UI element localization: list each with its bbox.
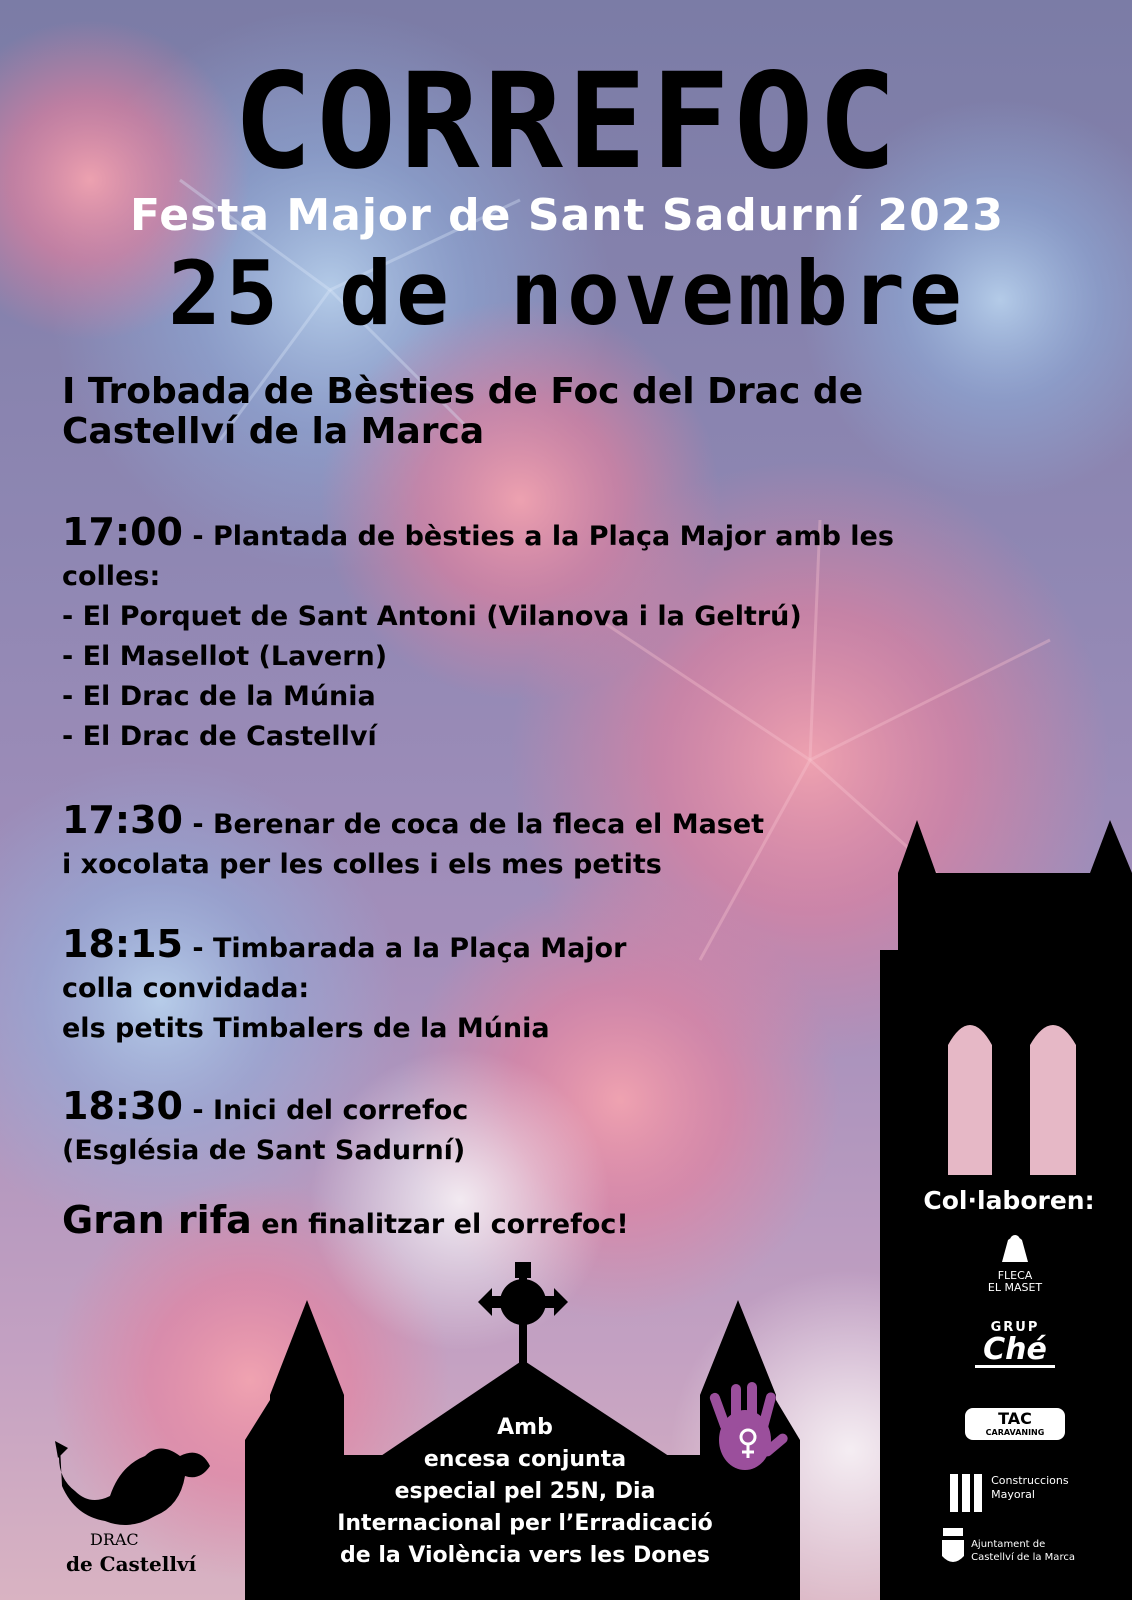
schedule-time: 17:00 <box>62 510 183 554</box>
grup-che-logo <box>975 1320 1055 1368</box>
amb-line: encesa conjunta <box>423 1447 627 1472</box>
amb-line: Amb <box>497 1415 553 1440</box>
schedule-line: - Timbarada a la Plaça Major <box>192 933 627 964</box>
raffle-highlight: Gran rifa <box>62 1198 252 1242</box>
sponsor-text: Construccions <box>991 1474 1069 1487</box>
amb-note <box>310 1412 740 1572</box>
sponsor-text: CARAVANING <box>985 1428 1045 1437</box>
amb-line: de la Violència vers les Dones <box>339 1543 710 1568</box>
event-date: 25 de novembre <box>168 242 966 345</box>
ajuntament-logo <box>940 1528 1090 1568</box>
poster-title: CORREFOC <box>233 45 901 199</box>
heading-line: Castellví de la Marca <box>62 411 485 452</box>
sponsor-text: GRUP <box>990 1320 1040 1335</box>
sponsor-text: EL MASET <box>987 1281 1043 1294</box>
schedule-item <box>62 924 1062 1049</box>
schedule-time: 18:30 <box>62 1084 183 1128</box>
raffle-text: en finalitzar el correfoc! <box>251 1209 629 1240</box>
sponsor-text: Ché <box>975 1335 1055 1368</box>
schedule-line: - Inici del correfoc <box>192 1095 469 1126</box>
schedule-line: - El Drac de Castellví <box>62 721 377 752</box>
fleca-el-maset-logo <box>985 1232 1045 1294</box>
amb-line: especial pel 25N, Dia <box>394 1479 656 1504</box>
poster-subtitle: Festa Major de Sant Sadurní 2023 <box>130 190 1004 241</box>
schedule-line: - El Drac de la Múnia <box>62 681 376 712</box>
tac-caravaning-logo <box>965 1408 1065 1448</box>
schedule-line: i xocolata per les colles i els mes petits <box>62 849 662 880</box>
bread-icon <box>998 1232 1032 1266</box>
sponsor-text: Mayoral <box>991 1488 1035 1501</box>
schedule-time: 17:30 <box>62 798 183 842</box>
schedule-line: colla convidada: <box>62 973 310 1004</box>
sponsor-text: TAC <box>998 1409 1032 1428</box>
event-heading <box>62 372 1072 452</box>
construccions-mayoral-logo <box>950 1474 1090 1512</box>
sponsor-text: Castellví de la Marca <box>971 1552 1075 1563</box>
coat-of-arms-icon <box>940 1528 966 1568</box>
logo-text: DRAC <box>90 1530 139 1549</box>
schedule-line: (Església de Sant Sadurní) <box>62 1135 466 1166</box>
collaborators-title: Col·laboren: <box>923 1186 1095 1215</box>
schedule-line: - El Porquet de Sant Antoni (Vilanova i la Geltrú) <box>62 601 802 632</box>
schedule-line: - Berenar de coca de la fleca el Maset <box>192 809 765 840</box>
schedule-line: colles: <box>62 561 161 592</box>
schedule-line: - El Masellot (Lavern) <box>62 641 388 672</box>
schedule-item <box>62 800 1062 885</box>
schedule-line: els petits Timbalers de la Múnia <box>62 1013 550 1044</box>
drac-de-castellvi-logo <box>50 1436 220 1586</box>
sponsor-text: Ajuntament de <box>971 1539 1046 1550</box>
schedule-line: - Plantada de bèsties a la Plaça Major amb les <box>192 521 894 552</box>
schedule-item <box>62 512 1062 757</box>
schedule-item <box>62 1086 1062 1171</box>
schedule-time: 18:15 <box>62 922 183 966</box>
heading-line: I Trobada de Bèsties de Foc del Drac de <box>62 371 864 412</box>
sponsor-text: FLECA <box>997 1269 1033 1282</box>
logo-text: de Castellví <box>66 1552 197 1576</box>
amb-line: Internacional per l’Erradicació <box>337 1511 713 1536</box>
raffle-note <box>62 1198 629 1242</box>
building-icon <box>950 1474 986 1512</box>
